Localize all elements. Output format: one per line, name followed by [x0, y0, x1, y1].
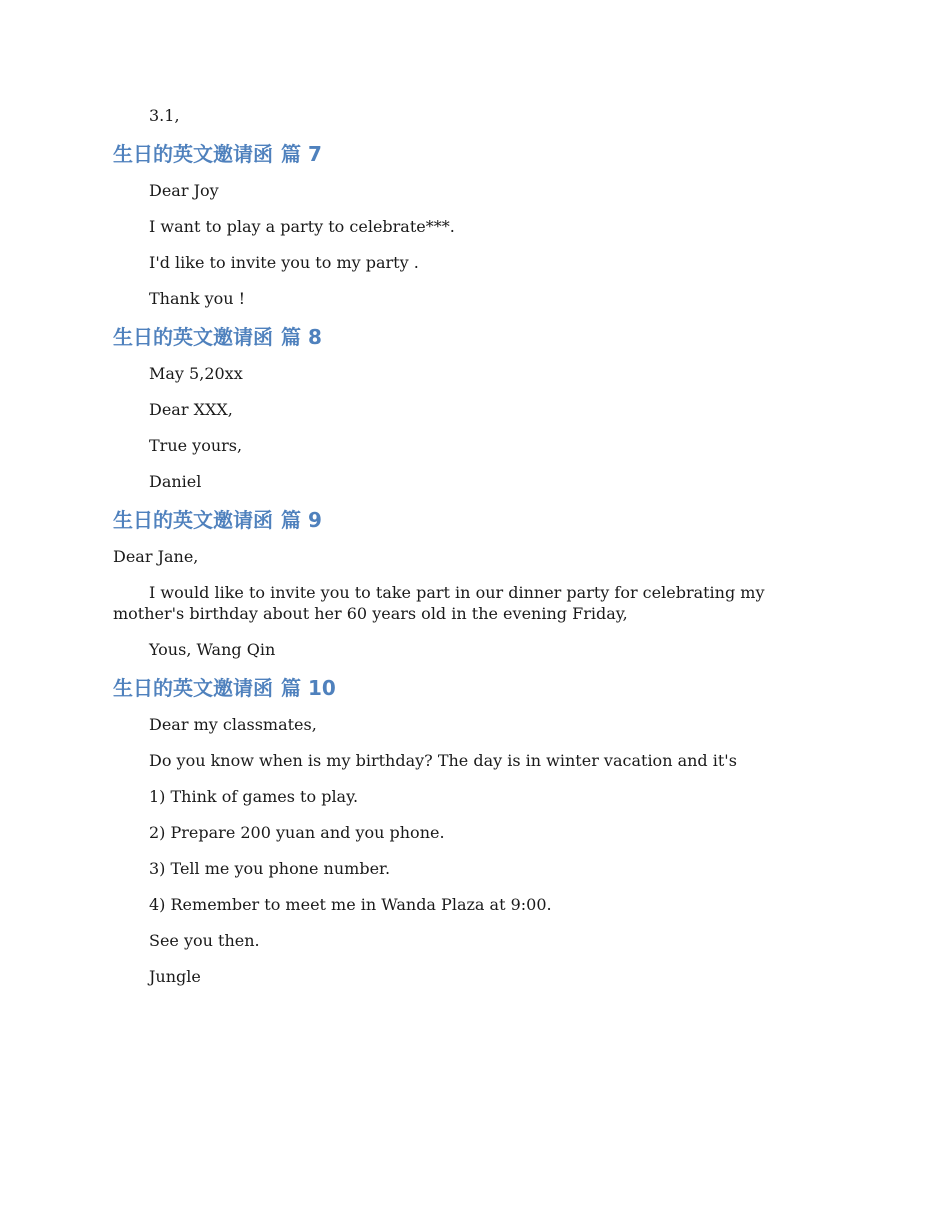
paragraph: 1) Think of games to play. — [149, 787, 359, 806]
heading-number: 篇 7 — [281, 142, 322, 166]
paragraph: 2) Prepare 200 yuan and you phone. — [149, 823, 445, 842]
paragraph: Do you know when is my birthday? The day is in winter vacation and it's — [149, 751, 737, 770]
section-10 — [113, 675, 825, 987]
heading-title: 生日的英文邀请函 — [113, 676, 273, 700]
section-heading — [113, 507, 825, 534]
heading-number: 篇 9 — [281, 508, 322, 532]
paragraph: 3.1, — [149, 106, 180, 125]
heading-title: 生日的英文邀请函 — [113, 508, 273, 532]
paragraph: See you then. — [149, 931, 260, 950]
document-page — [113, 105, 825, 1002]
section-8 — [113, 324, 825, 492]
paragraph: Dear my classmates, — [149, 715, 317, 734]
paragraph: Daniel — [149, 472, 202, 491]
paragraph: Yous, Wang Qin — [149, 640, 276, 659]
paragraph: Dear XXX, — [149, 400, 233, 419]
section-intro-fragment — [113, 105, 825, 126]
heading-number: 篇 10 — [281, 676, 336, 700]
paragraph: Jungle — [149, 967, 201, 986]
paragraph: I want to play a party to celebrate***. — [149, 217, 455, 236]
paragraph: Dear Joy — [149, 181, 219, 200]
paragraph: I would like to invite you to take part in our dinner party for celebrating my mother's birthday about her 60 years old in the evening Friday, — [113, 583, 765, 623]
heading-title: 生日的英文邀请函 — [113, 142, 273, 166]
section-heading — [113, 141, 825, 168]
section-heading — [113, 324, 825, 351]
paragraph: I'd like to invite you to my party . — [149, 253, 419, 272]
paragraph: 3) Tell me you phone number. — [149, 859, 391, 878]
paragraph: True yours, — [149, 436, 243, 455]
paragraph: Dear Jane, — [113, 547, 199, 566]
section-9 — [113, 507, 825, 660]
paragraph: 4) Remember to meet me in Wanda Plaza at 9:00. — [149, 895, 552, 914]
section-7 — [113, 141, 825, 309]
heading-number: 篇 8 — [281, 325, 322, 349]
heading-title: 生日的英文邀请函 — [113, 325, 273, 349]
section-heading — [113, 675, 825, 702]
paragraph: May 5,20xx — [149, 364, 243, 383]
paragraph: Thank you ! — [149, 289, 246, 308]
